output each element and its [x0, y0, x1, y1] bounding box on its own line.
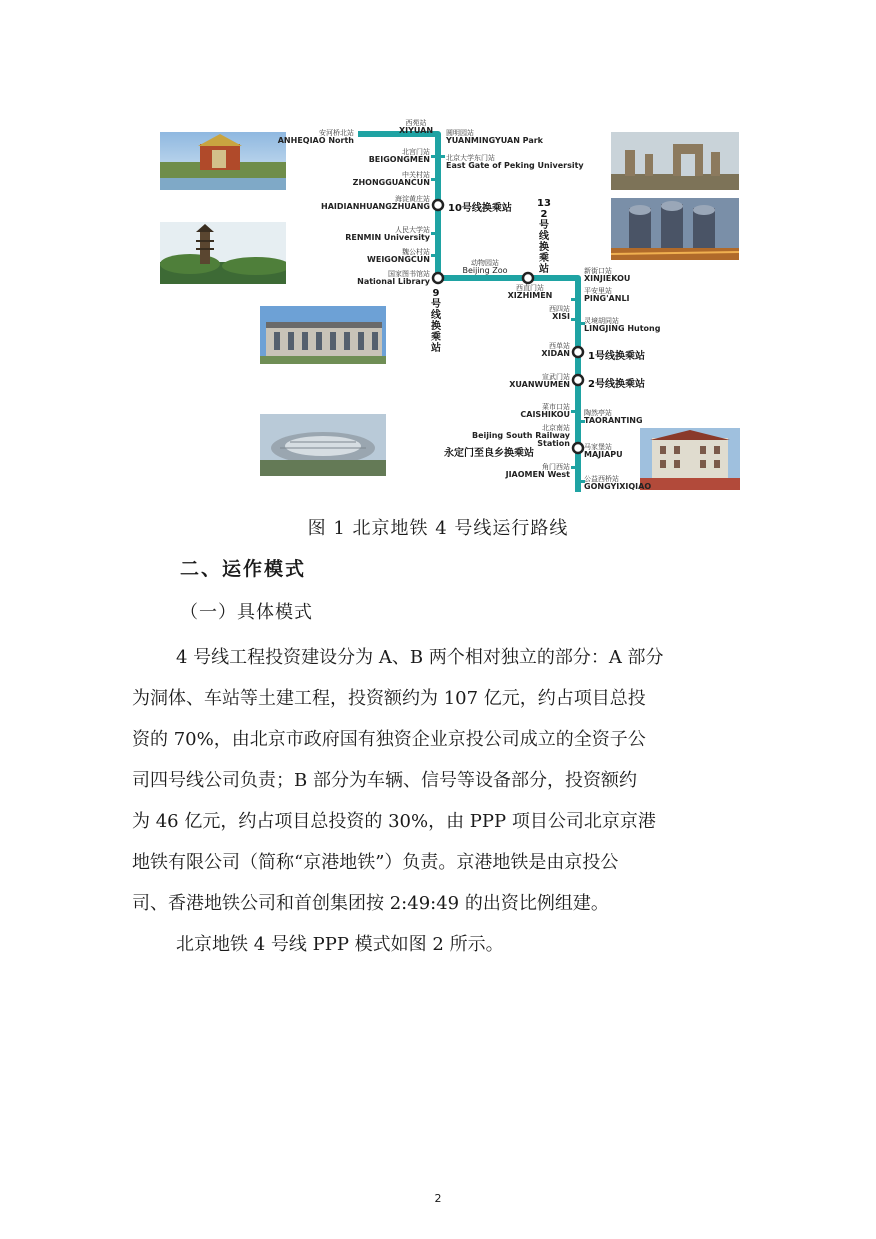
station-gongyixiqiao [584, 476, 651, 491]
vt-char: 站 [431, 343, 441, 354]
vt-char: 号 [431, 299, 441, 310]
station-xizhimen [500, 285, 560, 300]
vt-char: 号 [539, 220, 549, 231]
station-en: XISI [552, 312, 570, 321]
paragraph-line: 为洞体、车站等土建工程，投资额约为 107 亿元，约占项目总投 [132, 688, 646, 709]
station-xisi [500, 306, 570, 321]
transfer-label-line1: 1号线换乘站 [588, 351, 645, 362]
paragraph-line: 司四号线公司负责；B 部分为车辆、信号等设备部分，投资额约 [132, 770, 637, 791]
station-en: MAJIAPU [584, 450, 623, 459]
station-en: RENMIN University [345, 233, 430, 242]
transfer-label-line13-2 [537, 198, 551, 275]
transfer-circle-beijing-south [573, 443, 583, 453]
station-cn: 北京大学东门站 [446, 154, 495, 162]
station-national-library [320, 271, 430, 286]
transfer-circle-national-library [433, 273, 443, 283]
station-en: JIAOMEN West [505, 470, 570, 479]
station-en: Beijing South Railway Station [471, 431, 570, 448]
transfer-circle-xuanwumen [573, 375, 583, 385]
station-en: HAIDIANHUANGZHUANG [321, 202, 430, 211]
transfer-label-daxing: 永定门至良乡换乘站 [444, 448, 534, 459]
station-cn: 北京南站 [542, 424, 570, 432]
station-beijing-zoo [452, 260, 518, 275]
vt-char: 9 [432, 288, 440, 299]
paragraph-line: 北京地铁 4 号线 PPP 模式如图 2 所示。 [176, 934, 504, 955]
transfer-circle-xizhimen [523, 273, 533, 283]
station-cn: 人民大学站 [395, 226, 430, 234]
vt-char: 乘 [431, 332, 441, 343]
station-cn: 西四站 [549, 305, 570, 313]
station-en: LINGJING Hutong [584, 324, 661, 333]
station-cn: 国家图书馆站 [388, 270, 430, 278]
station-majiapu [584, 444, 623, 459]
station-cn: 魏公村站 [402, 248, 430, 256]
station-weigongcun [320, 249, 430, 264]
station-pinganli [584, 288, 630, 303]
station-lingjing-hutong [584, 318, 660, 333]
station-en: XIDAN [541, 349, 570, 358]
vt-char: 乘 [539, 253, 549, 264]
paragraph-line: 地铁有限公司（简称“京港地铁”）负责。京港地铁是由京投公 [132, 852, 619, 873]
station-cn: 西苑站 [405, 119, 427, 127]
station-cn: 圆明园站 [446, 129, 474, 137]
transfer-label-line2: 2号线换乘站 [588, 379, 645, 390]
station-haidianhuangzhuang [290, 196, 430, 211]
station-cn: 北宫门站 [402, 148, 430, 156]
station-cn: 海淀黄庄站 [395, 195, 430, 203]
station-xinjiekou [584, 268, 630, 283]
station-cn: 平安里站 [584, 287, 612, 295]
station-en: XINJIEKOU [584, 274, 631, 283]
paragraph-line: 司、香港地铁公司和首创集团按 2:49:49 的出资比例组建。 [132, 893, 609, 914]
station-xiyuan [386, 120, 446, 135]
station-cn: 西直门站 [516, 284, 544, 292]
vt-char: 2 [540, 209, 548, 220]
subway-line-map [0, 0, 876, 500]
transfer-circle-haidianhuangzhuang [433, 200, 443, 210]
station-en: XUANWUMEN [509, 380, 570, 389]
station-peking-university [446, 155, 584, 170]
station-en: ANHEQIAO North [277, 136, 354, 145]
section-heading: 二、运作模式 [180, 558, 307, 580]
station-jiaomen-west [490, 464, 570, 479]
station-en: East Gate of Peking University [446, 161, 584, 170]
paragraph-2 [132, 924, 744, 965]
station-cn: 灵境胡同站 [584, 317, 619, 325]
figure-caption: 图 1 北京地铁 4 号线运行路线 [307, 518, 569, 539]
station-taoranting [584, 410, 643, 425]
vt-char: 换 [431, 321, 441, 332]
station-cn: 公益西桥站 [584, 475, 619, 483]
vt-char: 线 [539, 231, 549, 242]
station-en: Beijing Zoo [462, 266, 508, 275]
vt-char: 线 [431, 310, 441, 321]
station-renmin-university [320, 227, 430, 242]
transfer-label-line9 [429, 288, 443, 354]
page-number: 2 [434, 1192, 442, 1205]
station-en: GONGYIXIQIAO [584, 482, 652, 491]
station-en: XIYUAN [398, 126, 434, 135]
station-en: YUANMINGYUAN Park [446, 136, 543, 145]
transfer-circle-xidan [573, 347, 583, 357]
paragraph-1 [132, 637, 744, 924]
station-cn: 陶然亭站 [584, 409, 612, 417]
station-anheqiao-north [270, 130, 354, 145]
vt-char: 换 [539, 242, 549, 253]
station-cn: 角门西站 [542, 463, 570, 471]
subsection-heading: （一）具体模式 [180, 602, 313, 623]
station-xidan [500, 343, 570, 358]
station-cn: 马家堡站 [584, 443, 612, 451]
station-cn: 新街口站 [584, 267, 612, 275]
station-en: XIZHIMEN [507, 291, 553, 300]
station-cn: 宣武门站 [542, 373, 570, 381]
vt-char: 13 [537, 198, 551, 209]
station-en: TAORANTING [584, 416, 643, 425]
station-en: PING'ANLI [584, 294, 630, 303]
station-en: ZHONGGUANCUN [352, 178, 430, 187]
station-caishikou [490, 404, 570, 419]
station-cn: 西单站 [549, 342, 570, 350]
paragraph-line: 为 46 亿元，约占项目总投资的 30%，由 PPP 项目公司北京京港 [132, 811, 656, 832]
station-xuanwumen [490, 374, 570, 389]
paragraph-line: 4 号线工程投资建设分为 A、B 两个相对独立的部分：A 部分 [176, 647, 664, 668]
paragraph-line: 资的 70%，由北京市政府国有独资企业京投公司成立的全资子公 [132, 729, 646, 750]
station-cn: 动物园站 [471, 259, 499, 267]
station-en: WEIGONGCUN [367, 255, 430, 264]
station-zhongguancun [320, 172, 430, 187]
station-yuanmingyuan [446, 130, 543, 145]
station-cn: 安河桥北站 [319, 129, 354, 137]
station-en: National Library [357, 277, 430, 286]
vt-char: 站 [539, 264, 549, 275]
transfer-label-line10: 10号线换乘站 [448, 203, 512, 214]
station-beigongmen [320, 149, 430, 164]
station-cn: 中关村站 [402, 171, 430, 179]
station-en: BEIGONGMEN [368, 155, 430, 164]
station-cn: 菜市口站 [542, 403, 570, 411]
station-en: CAISHIKOU [520, 410, 570, 419]
